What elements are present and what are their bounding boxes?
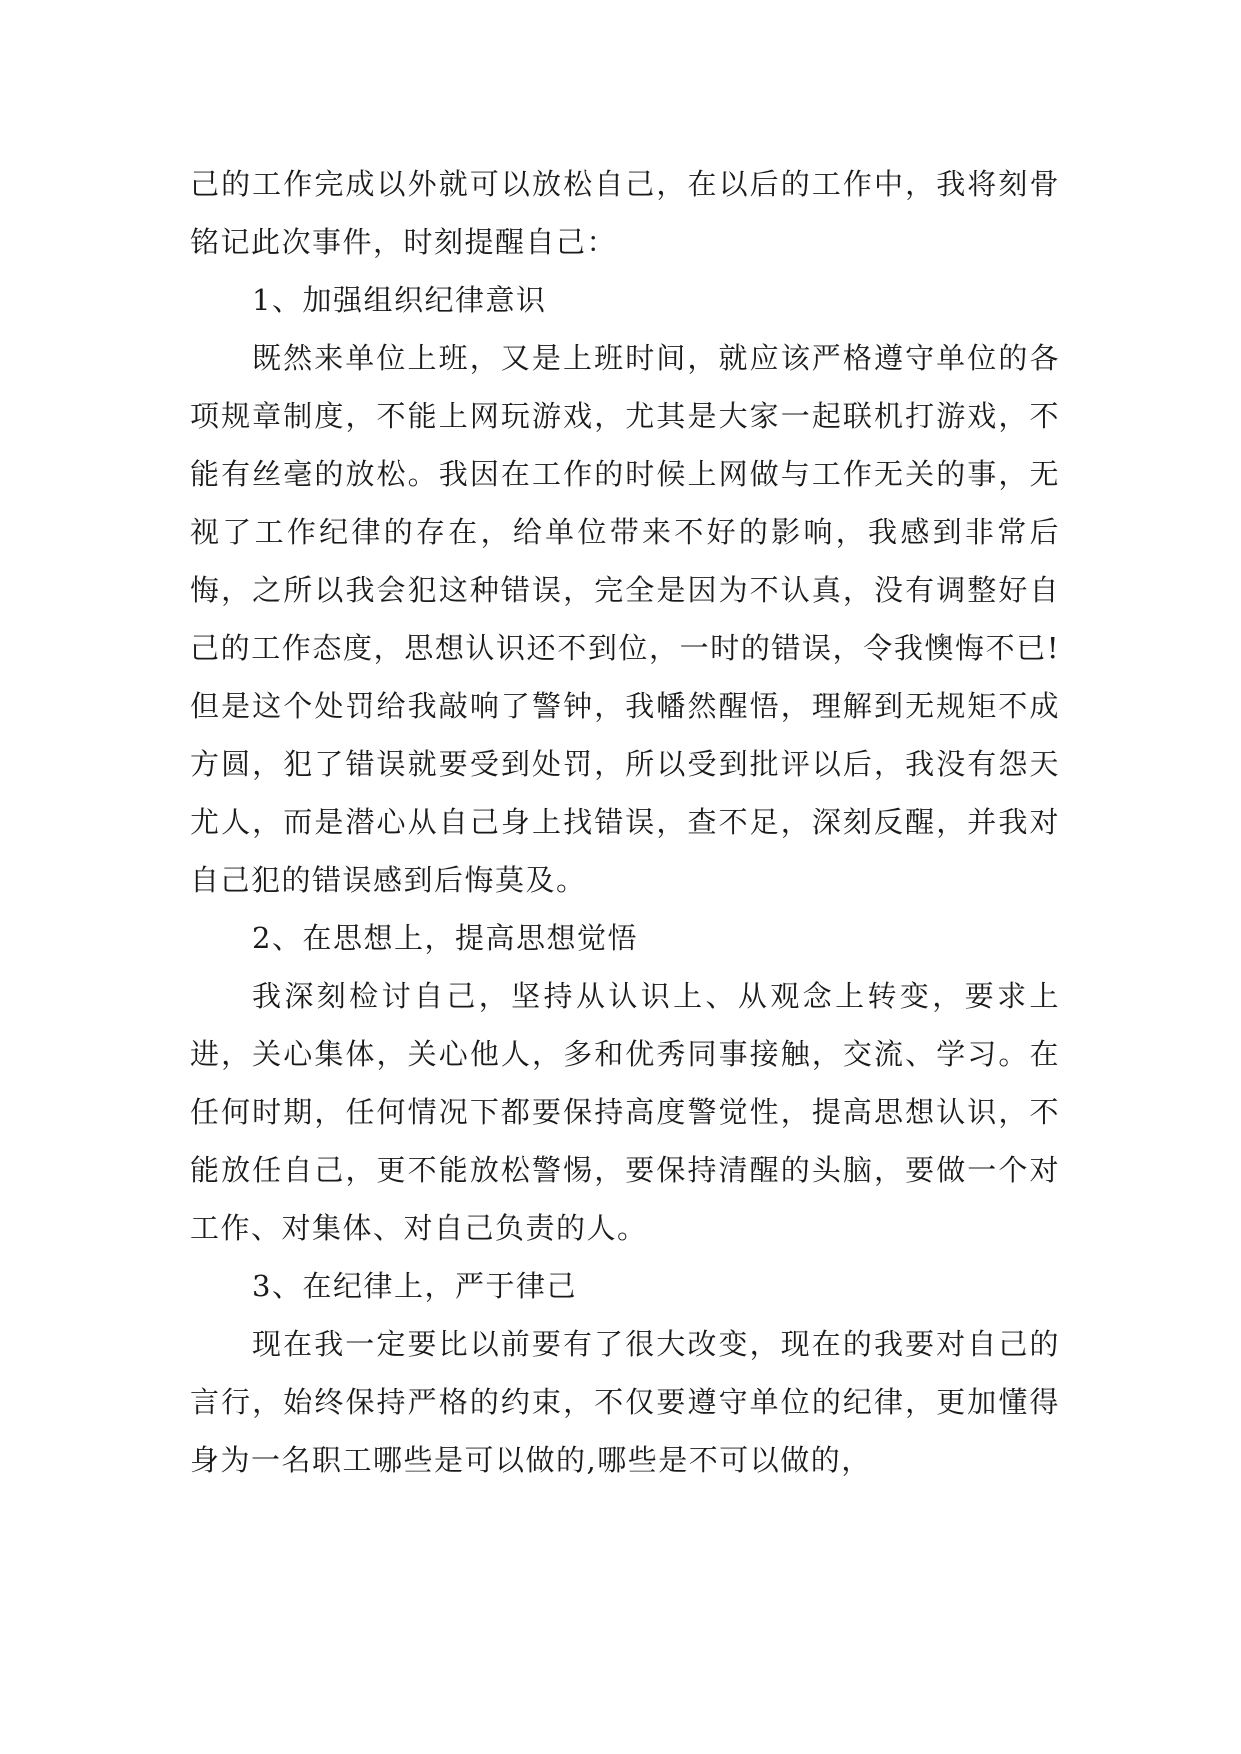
- paragraph-continuation: 己的工作完成以外就可以放松自己，在以后的工作中，我将刻骨铭记此次事件，时刻提醒自己：: [190, 167, 1060, 259]
- paragraph-thinking: 我深刻检讨自己，坚持从认识上、从观念上转变，要求上进，关心集体，关心他人，多和优秀同事接触，交流、学习。在任何时期，任何情况下都要保持高度警觉性，提高思想认识，不能放任自己，更不能放松警惕，要保持清醒的头脑，要做一个对工作、对集体、对自己负责的人。: [190, 979, 1060, 1245]
- section-heading-2: 2、在思想上，提高思想觉悟: [252, 921, 638, 955]
- paragraph-discipline: 既然来单位上班，又是上班时间，就应该严格遵守单位的各项规章制度，不能上网玩游戏，尤其是大家一起联机打游戏，不能有丝毫的放松。我因在工作的时候上网做与工作无关的事，无视了工作纪律的存在，给单位带来不好的影响，我感到非常后悔，之所以我会犯这种错误，完全是因为不认真，没有调整好自己的工作态度，思想认识还不到位，一时的错误，令我懊悔不已!但是这个处罚给我敲响了警钟，我幡然醒悟，理解到无规矩不成方圆，犯了错误就要受到处罚，所以受到批评以后，我没有怨天尤人，而是潜心从自己身上找错误，查不足，深刻反醒，并我对自己犯的错误感到后悔莫及。: [190, 341, 1060, 897]
- paragraph-self-discipline: 现在我一定要比以前要有了很大改变，现在的我要对自己的言行，始终保持严格的约束，不仅要遵守单位的纪律，更加懂得身为一名职工哪些是可以做的,哪些是不可以做的，: [190, 1327, 1060, 1477]
- document-body: [190, 155, 1060, 1489]
- section-heading-1: 1、加强组织纪律意识: [252, 283, 547, 317]
- section-heading-3: 3、在纪律上，严于律己: [252, 1269, 577, 1303]
